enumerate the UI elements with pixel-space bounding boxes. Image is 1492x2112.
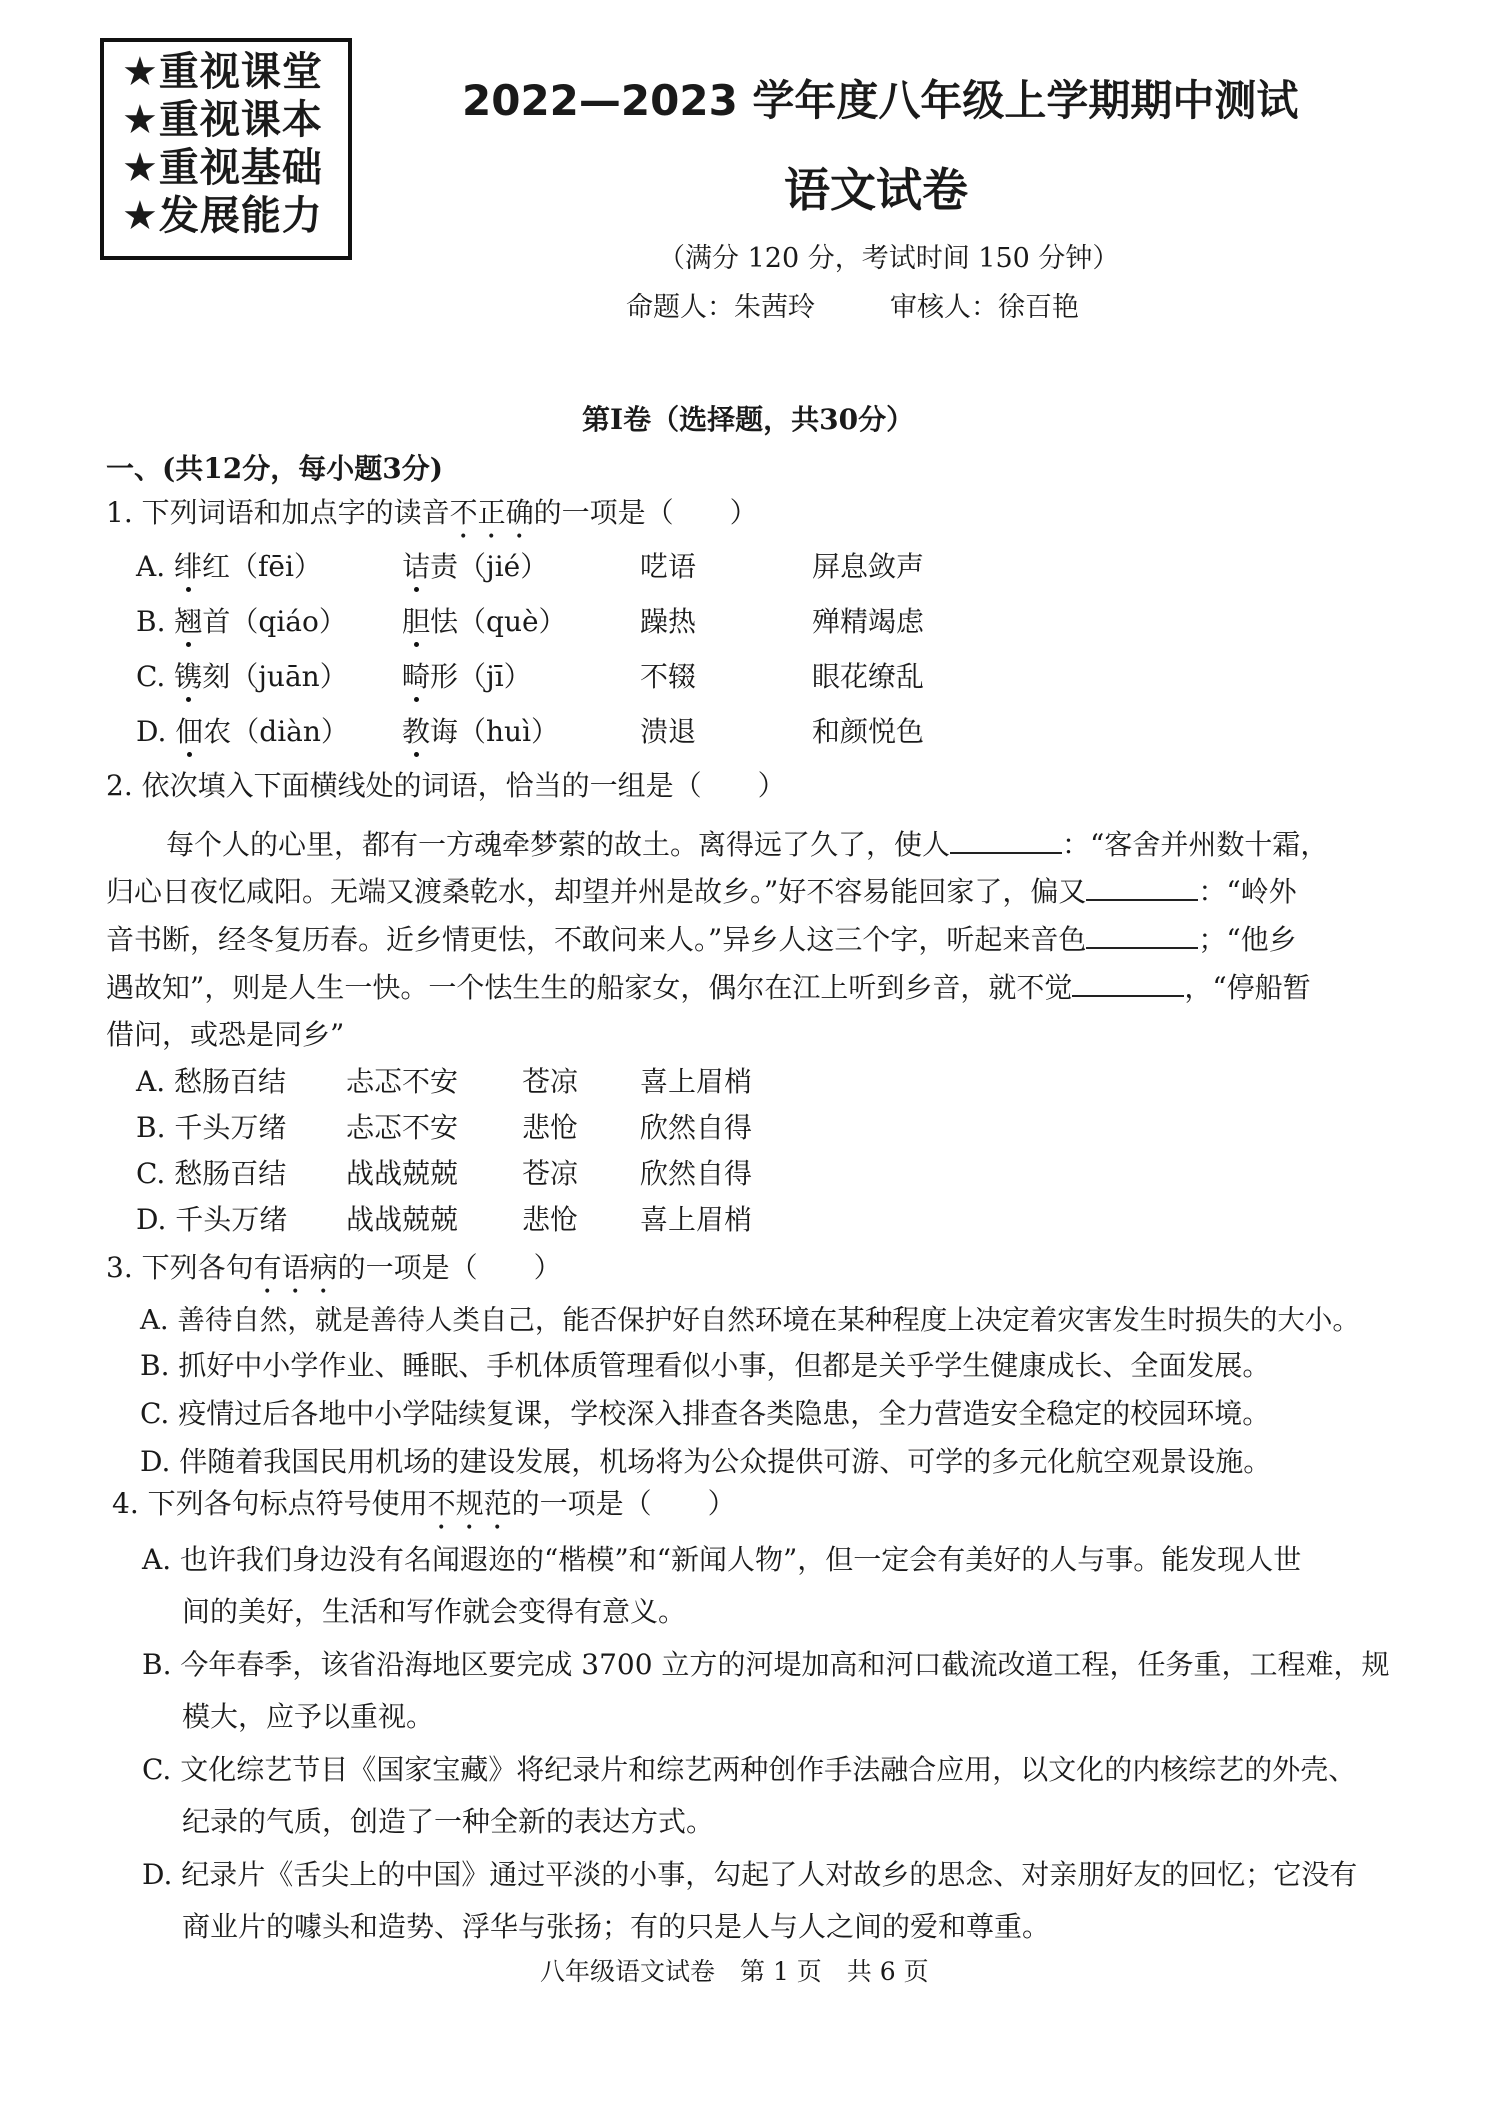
passage-text: ：“岭外: [1198, 875, 1297, 908]
q2-a-word4: 喜上眉梢: [640, 1065, 753, 1098]
option-letter: B.: [136, 1111, 166, 1144]
q3-option-a: A. 善待自然，就是善待人类自己，能否保护好自然环境在某种程度上决定着灾害发生时损失的大小。: [140, 1304, 1360, 1336]
section-heading: 一、(共12分，每小题3分): [106, 452, 443, 485]
slogan-line: ★重视基础: [122, 145, 323, 191]
dotted-char: 佃: [175, 715, 204, 748]
q1-d-word4: 和颜悦色: [812, 715, 925, 748]
q1-c-word2: [402, 655, 532, 695]
option-letter: A.: [136, 1065, 166, 1098]
question-1-stem: [106, 491, 758, 545]
q2-a-word2: 忐忑不安: [346, 1065, 459, 1098]
option-letter: B.: [136, 605, 166, 638]
dotted-char: 绯: [174, 550, 203, 583]
q1-d-word3: 溃退: [640, 715, 697, 748]
q1-option-a: [136, 545, 322, 585]
option-letter: A.: [136, 550, 166, 583]
q2-b-word2: 忐忑不安: [346, 1111, 459, 1144]
q2-option-a: [136, 1060, 286, 1100]
exam-subtitle: 语文试卷: [784, 163, 968, 217]
q1-a-word4: 屏息敛声: [812, 550, 925, 583]
q1-b-word4: 殚精竭虑: [812, 605, 925, 638]
passage-text: 每个人的心里，都有一方魂牵梦萦的故土。离得远了久了，使人: [166, 828, 951, 861]
passage-text: 音书断，经冬复历春。近乡情更怯，不敢问来人。”异乡人这三个字，听起来音色: [106, 923, 1087, 956]
passage-line: [106, 870, 1297, 910]
passage-text: ：“客舍并州数十霜，: [1062, 828, 1329, 861]
exam-title: 2022—2023 学年度八年级上学期期中测试: [462, 76, 1299, 125]
option-letter: C.: [136, 1157, 166, 1190]
q1-option-b: [136, 600, 347, 640]
q2-option-c: [136, 1152, 286, 1192]
option-letter: D.: [136, 1203, 167, 1236]
q1-c-word3: 不辍: [640, 660, 697, 693]
option-word: 愁肠百结: [174, 1157, 287, 1190]
passage-line: 借问，或恐是同乡”: [106, 1018, 345, 1051]
q4-option-b-cont: 模大，应予以重视。: [182, 1700, 435, 1733]
q4-option-c-cont: 纪录的气质，创造了一种全新的表达方式。: [182, 1805, 715, 1838]
dotted-char: 翘: [174, 605, 203, 638]
passage-text: ，“停船暂: [1184, 971, 1311, 1004]
question-2-stem: 2. 依次填入下面横线处的词语，恰当的一组是（ ）: [106, 769, 786, 802]
slogan-line: ★发展能力: [122, 193, 323, 239]
q2-c-word2: 战战兢兢: [346, 1157, 459, 1190]
option-word: 千头万绪: [175, 1203, 288, 1236]
dotted-char: 胆: [402, 605, 431, 638]
dotted-char: 镌: [174, 660, 203, 693]
blank-line: [1072, 971, 1184, 997]
emphasis-dotted: 不正确: [449, 496, 534, 529]
blank-line: [1086, 875, 1198, 901]
slogan-box: [100, 38, 352, 260]
slogan-line: ★重视课本: [122, 97, 323, 143]
stem-text: 的一项是（ ）: [533, 496, 758, 529]
exam-reviewer: 审核人：徐百艳: [890, 292, 1079, 323]
q2-d-word3: 悲怆: [522, 1203, 579, 1236]
option-word: 千头万绪: [174, 1111, 287, 1144]
emphasis-dotted: 有语病: [253, 1251, 338, 1284]
q2-b-word3: 悲怆: [522, 1111, 579, 1144]
q1-option-d: [136, 710, 349, 750]
q1-option-c: [136, 655, 348, 695]
q1-b-word2: [402, 600, 567, 640]
slogan-line: ★重视课堂: [122, 49, 323, 95]
option-word: 愁肠百结: [174, 1065, 287, 1098]
blank-line: [950, 828, 1062, 854]
q2-b-word4: 欣然自得: [640, 1111, 753, 1144]
passage-text: ；“他乡: [1198, 923, 1297, 956]
question-4-stem: [112, 1482, 736, 1536]
q2-d-word4: 喜上眉梢: [640, 1203, 753, 1236]
passage-text: 遇故知”，则是人生一快。一个怯生生的船家女，偶尔在江上听到乡音，就不觉: [106, 971, 1073, 1004]
word-pinyin: 首（qiáo）: [202, 605, 347, 638]
emphasis-dotted: 不规范: [427, 1487, 512, 1520]
blank-line: [1086, 923, 1198, 949]
word-pinyin: 红（fēi）: [202, 550, 322, 583]
q1-c-word4: 眼花缭乱: [812, 660, 925, 693]
q2-a-word3: 苍凉: [522, 1065, 579, 1098]
q3-option-d: D. 伴随着我国民用机场的建设发展，机场将为公众提供可游、可学的多元化航空观景设施。: [140, 1445, 1272, 1478]
exam-author: 命题人：朱茜玲: [626, 292, 815, 323]
stem-text: 的一项是（ ）: [511, 1487, 736, 1520]
dotted-char: 畸: [402, 660, 431, 693]
word-pinyin: 刻（juān）: [202, 660, 348, 693]
q1-a-word2: [402, 545, 548, 585]
dotted-char: 诘: [402, 550, 431, 583]
page-footer: 八年级语文试卷 第 1 页 共 6 页: [540, 1957, 929, 1986]
option-letter: D.: [136, 715, 167, 748]
q2-c-word3: 苍凉: [522, 1157, 579, 1190]
passage-line: [106, 966, 1311, 1006]
q2-option-d: [136, 1198, 287, 1238]
dotted-char: 教: [402, 715, 431, 748]
q4-option-d: D. 纪录片《舌尖上的中国》通过平淡的小事，勾起了人对故乡的思念、对亲朋好友的回忆；它没有: [142, 1858, 1358, 1891]
q4-option-d-cont: 商业片的噱头和造势、浮华与张扬；有的只是人与人之间的爱和尊重。: [182, 1910, 1051, 1943]
stem-text: 的一项是（ ）: [337, 1251, 562, 1284]
stem-text: 3. 下列各句: [106, 1251, 254, 1284]
q1-b-word3: 躁热: [640, 605, 697, 638]
q4-option-b: B. 今年春季，该省沿海地区要完成 3700 立方的河堤加高和河口截流改道工程，任务重，工程难，规: [142, 1648, 1390, 1681]
question-3-stem: [106, 1246, 562, 1300]
stem-text: 4. 下列各句标点符号使用: [112, 1487, 428, 1520]
q4-option-c: C. 文化综艺节目《国家宝藏》将纪录片和综艺两种创作手法融合应用，以文化的内核综艺的外壳、: [142, 1753, 1357, 1786]
passage-line: [166, 823, 1328, 863]
option-letter: C.: [136, 660, 166, 693]
q3-option-b: B. 抓好中小学作业、睡眠、手机体质管理看似小事，但都是关乎学生健康成长、全面发展。: [140, 1349, 1271, 1382]
word-pinyin: 农（diàn）: [203, 715, 349, 748]
exam-meta: （满分 120 分，考试时间 150 分钟）: [658, 243, 1120, 274]
passage-line: [106, 918, 1297, 958]
word-pinyin: 责（jié）: [430, 550, 549, 583]
word-pinyin: 怯（què）: [430, 605, 567, 638]
q1-a-word3: 呓语: [640, 550, 697, 583]
stem-text: 1. 下列词语和加点字的读音: [106, 496, 450, 529]
q1-d-word2: [402, 710, 559, 750]
word-pinyin: 形（jī）: [430, 660, 532, 693]
passage-text: 归心日夜忆咸阳。无端又渡桑乾水，却望并州是故乡。”好不容易能回家了，偏又: [106, 875, 1087, 908]
q2-d-word2: 战战兢兢: [346, 1203, 459, 1236]
word-pinyin: 诲（huì）: [430, 715, 560, 748]
q2-c-word4: 欣然自得: [640, 1157, 753, 1190]
q4-option-a-cont: 间的美好，生活和写作就会变得有意义。: [182, 1595, 687, 1628]
volume-title: 第Ⅰ卷（选择题，共30分）: [582, 403, 915, 436]
q4-option-a: A. 也许我们身边没有名闻遐迩的“楷模”和“新闻人物”，但一定会有美好的人与事。能发现人世: [142, 1543, 1302, 1576]
q2-option-b: [136, 1106, 286, 1146]
q3-option-c: C. 疫情过后各地中小学陆续复课，学校深入排查各类隐患，全力营造安全稳定的校园环境。: [140, 1397, 1271, 1430]
